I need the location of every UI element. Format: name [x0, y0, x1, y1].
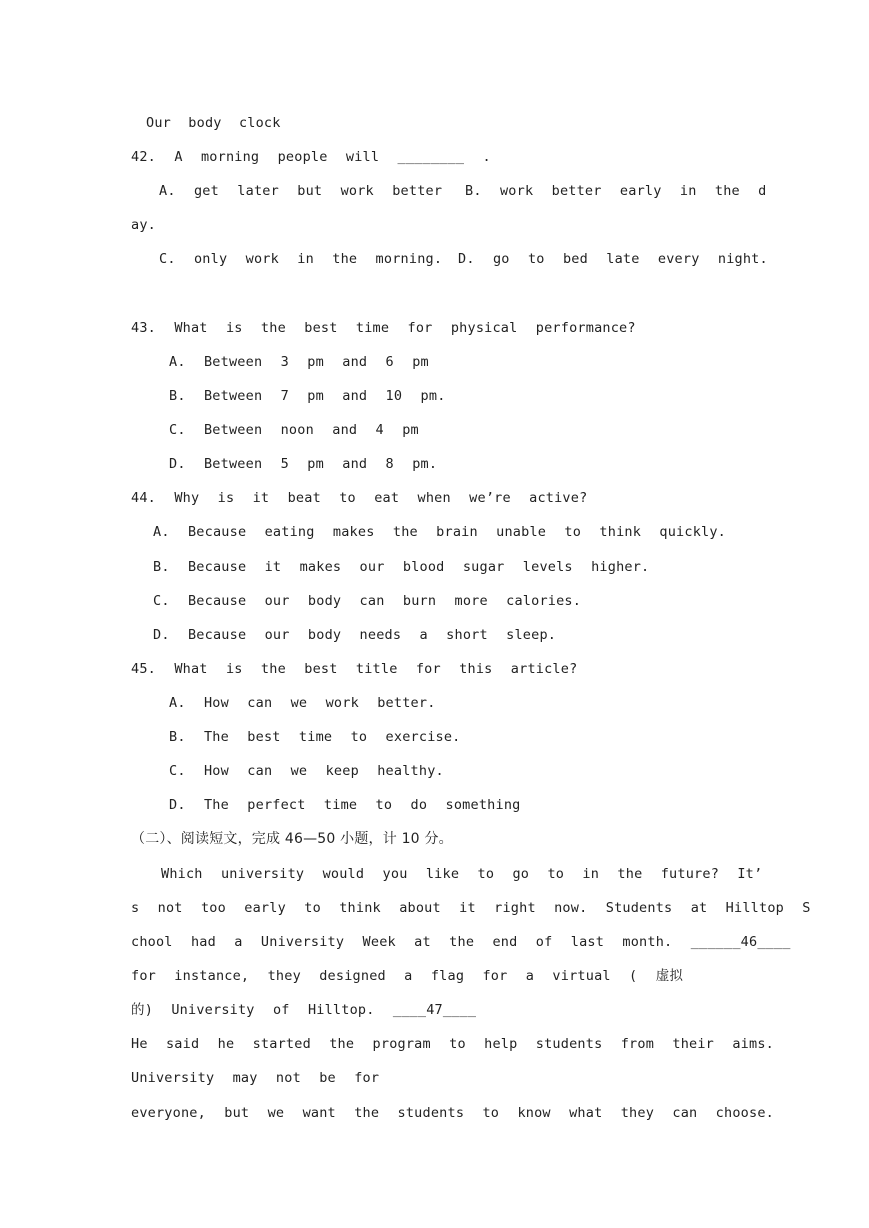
question-43-number: 43.	[131, 320, 156, 336]
passage-line-5: 的) University of Hilltop. ____47____	[131, 1002, 477, 1018]
question-44-option-a: A. Because eating makes the brain unable to think quickly.	[153, 524, 727, 540]
question-45-text: What is the best title for this article?	[174, 661, 578, 677]
question-44-option-b: B. Because it makes our blood sugar levels higher.	[153, 559, 650, 575]
question-45-option-b: B. The best time to exercise.	[169, 729, 461, 745]
question-44-stem	[131, 489, 587, 507]
passage-line-3: chool had a University Week at the end of last month. ______46____	[131, 934, 791, 950]
question-43-text: What is the best time for physical performance?	[174, 320, 636, 336]
question-42-option-d: D. go to bed late every night.	[458, 251, 768, 267]
question-42-option-b: B. work better early in the d	[465, 183, 767, 199]
question-45-option-c: C. How can we keep healthy.	[169, 763, 444, 779]
question-44-number: 44.	[131, 490, 156, 506]
question-44-text: Why is it beat to eat when we’re active?	[174, 490, 588, 506]
question-43-option-d: D. Between 5 pm and 8 pm.	[169, 456, 438, 472]
passage-line-7: University may not be for	[131, 1070, 380, 1086]
question-42-stem	[131, 148, 491, 166]
passage-heading: Our body clock	[146, 115, 281, 131]
passage-line-4: for instance, they designed a flag for a virtual ( 虚拟	[131, 968, 684, 984]
passage-line-2: s not too early to think about it right now. Students at Hilltop S	[131, 900, 811, 916]
question-42-number: 42.	[131, 149, 156, 165]
question-42-option-b-continued: ay.	[131, 217, 156, 233]
question-43-option-a: A. Between 3 pm and 6 pm	[169, 354, 429, 370]
question-45-stem	[131, 660, 577, 678]
question-42-text: A morning people will ________ .	[174, 149, 491, 165]
question-45-number: 45.	[131, 661, 156, 677]
passage-line-6: He said he started the program to help students from their aims.	[131, 1036, 774, 1052]
question-44-option-d: D. Because our body needs a short sleep.	[153, 627, 557, 643]
question-43-option-c: C. Between noon and 4 pm	[169, 422, 419, 438]
passage-line-8: everyone, but we want the students to know what they can choose.	[131, 1105, 774, 1121]
question-43-option-b: B. Between 7 pm and 10 pm.	[169, 388, 446, 404]
passage-line-1: Which university would you like to go to in the future? It’	[161, 866, 763, 882]
question-44-option-c: C. Because our body can burn more calories.	[153, 593, 582, 609]
question-42-option-a: A. get later but work better	[159, 183, 443, 199]
question-43-stem	[131, 319, 636, 337]
question-42-option-c: C. only work in the morning.	[159, 251, 443, 267]
section-heading: （二）、阅读短文，完成 46—50 小题，计 10 分。	[131, 831, 453, 847]
question-45-option-a: A. How can we work better.	[169, 695, 436, 711]
question-45-option-d: D. The perfect time to do something	[169, 797, 521, 813]
